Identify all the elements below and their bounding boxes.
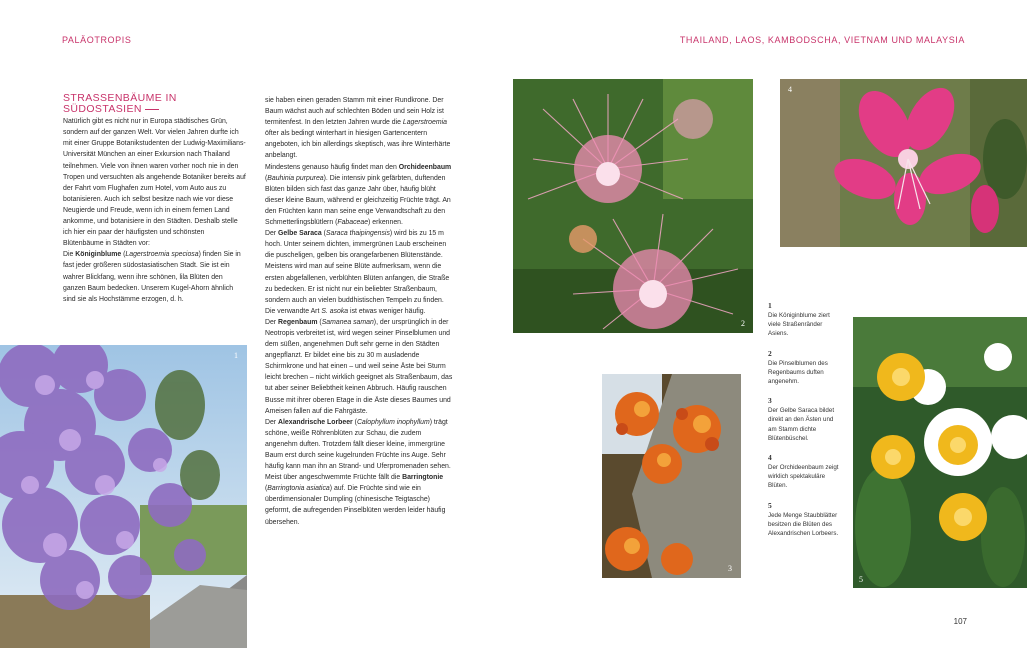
caption-text: Die Königinblume ziert viele Straßenränder Asiens. [768, 312, 830, 338]
photo-koeniginblume [0, 345, 247, 648]
caption-text: Jede Menge Staubblätter besitzen die Blüten des Alexandrischen Lorbeers. [768, 511, 839, 538]
page-number: 107 [953, 617, 967, 626]
caption-3 [768, 395, 843, 443]
photo-number-4: 4 [788, 85, 792, 94]
photo-alexandrischer-lorbeer [853, 317, 1027, 588]
photo-number-2: 2 [741, 319, 745, 328]
section-title: STRASSENBÄUME IN SÜDOSTASIEN [63, 92, 177, 116]
photo-number-5: 5 [859, 575, 863, 584]
caption-text: Die Pinselblumen des Regenbaums duften angenehm. [768, 359, 828, 386]
paragraph-lagerstroemia: sie haben einen geraden Stamm mit einer Rundkrone. Der Baum wächst auch auf schlechten Böden und sein Holz ist termitenfest. In den letzten Jahren wurde die Lagerstroemia öfter als bedingt winterhart in hiesigen Gartencentern angeboten, ich bin allerdings skeptisch, was ihre Winterhärte anbelangt. [265, 97, 451, 160]
photo-number-3: 3 [728, 564, 732, 573]
captions [768, 300, 843, 547]
caption-2 [768, 348, 843, 387]
paragraph-koeniginblume: Die Königinblume (Lagerstroemia speciosa) finden Sie in fast jeder größeren südostasiatischen Stadt. Sie ist ein wahrer Blickfang, wenn ihre schönen, lila Blüten den ganzen Baum bedecken. Unserem Kugel-Ahorn ähnlich sind sie als Hochstämme erzogen, d. h. [63, 251, 241, 303]
paragraph-orchideenbaum: Mindestens genauso häufig findet man den Orchideenbaum (Bauhinia purpurea). Die intensiv pink gefärbten, duftenden Blüten bilden sich fast das ganze Jahr über, häufig blüht dieser kleine Baum, während er gleichzeitig Früchte trägt. An den Früchten kann man seine enge Verwandtschaft zu den Schmetterlingsblütlern (Fabaceae) erkennen. [265, 163, 452, 227]
photo-gelbe-saraca [602, 374, 741, 578]
running-header-right: THAILAND, LAOS, KAMBODSCHA, VIETNAM UND MALAYSIA [679, 35, 965, 45]
photo-orchideenbaum [780, 79, 1027, 247]
photo-number-1: 1 [234, 351, 238, 360]
running-header-left: PALÄOTROPIS [62, 35, 132, 45]
caption-1 [768, 300, 843, 339]
caption-number: 4 [768, 453, 772, 463]
title-rule [145, 109, 159, 110]
paragraph-barringtonie: Meist über angeschwemmte Früchte fällt die Barringtonie (Barringtonia asiatica) auf. Die Früchte sind wie ein überdimensionaler Dumpling (chinesische Teigtasche) geformt, die aufregenden Pinselblüten werden leider häufig übersehen. [265, 474, 446, 526]
caption-number: 1 [768, 301, 772, 310]
caption-number: 2 [768, 348, 772, 358]
paragraph-regenbaum: Der Regenbaum (Samanea saman), der ursprünglich in der Neotropis verbreitet ist, wird wegen seiner Pinselblumen und dem süßen, angenehmen Duft sehr gerne in den Städten angepflanzt. Er bildet eine bis zu 30 m ausladende Schirmkrone und hat einen – und weil seine Äste bei Sturm leicht brechen – nicht wirklich geeignet als Straßenbaum, das tut aber seiner Beliebtheit keinen Abbruch. Häufig rauschen Busse mit ihrer oberen Etage in die Äste dieses Baumes und Ameisen fallen auf die Fahrgäste. [265, 318, 453, 415]
text-column-2 [265, 95, 453, 528]
photo-regenbaum [513, 79, 753, 333]
paragraph-gelbe-saraca: Der Gelbe Saraca (Saraca thaipingensis) wird bis zu 15 m hoch. Unter seinem dichten, immergrünen Laub erscheinen die puscheligen, gelben bis orangefarbenen Blütenstände. Meistens wird man auf seine Blüte aufmerksam, wenn die ersten abgefallenen, verblühten Blüten anfangen, die Straße zu bedecken. Er ist nicht nur ein beliebter Straßenbaum, sondern auch an vielen buddhistischen Tempeln zu finden. Die verwandte Art S. asoka ist etwas weniger häufig. [265, 230, 450, 315]
caption-number: 3 [768, 396, 772, 406]
caption-5 [768, 500, 843, 539]
caption-text: Der Gelbe Saraca bildet direkt an den Ästen und am Stamm dichte Blütenbüschel. [768, 407, 835, 442]
caption-4 [768, 452, 843, 491]
caption-number: 5 [768, 500, 772, 510]
paragraph-alexandrischer-lorbeer: Der Alexandrische Lorbeer (Calophyllum inophyllum) trägt schöne, weiße Röhrenblüten zur Schau, die zudem angenehm duften. Trotzdem fällt dieser kleine, immergrüne Baum erst durch seine kugelrunden Früchte ins Auge. Sehr häufig kann man ihn an Strand- und Uferpromenaden sehen. [265, 418, 451, 471]
intro-paragraph: Natürlich gibt es nicht nur in Europa städtisches Grün, sondern auf der ganzen Welt. Vor vielen Jahren durfte ich mit einer Gruppe Botanikstudenten der Ludwig-Maximilians-Universität München an einer Exkursion nach Thailand teilnehmen. Viele von ihnen waren vorher noch nie in den Tropen und versuchten als angehende Botaniker bereits auf der Fahrt vom Flughafen zum Hotel, vom Auto aus zu botanisieren. Auch ich selbst besitze nach wie vor diese Neugierde und Freude, wenn ich in einem fernen Land ankomme, und botanisiere in den Städten. Deshalb stelle ich hier ein paar der häufigsten und schönsten Blütenbäume in Städten vor: [63, 118, 246, 248]
text-column-1 [63, 93, 246, 305]
caption-text: Der Orchideenbaum zeigt wirklich spektakuläre Blüten. [768, 464, 839, 490]
